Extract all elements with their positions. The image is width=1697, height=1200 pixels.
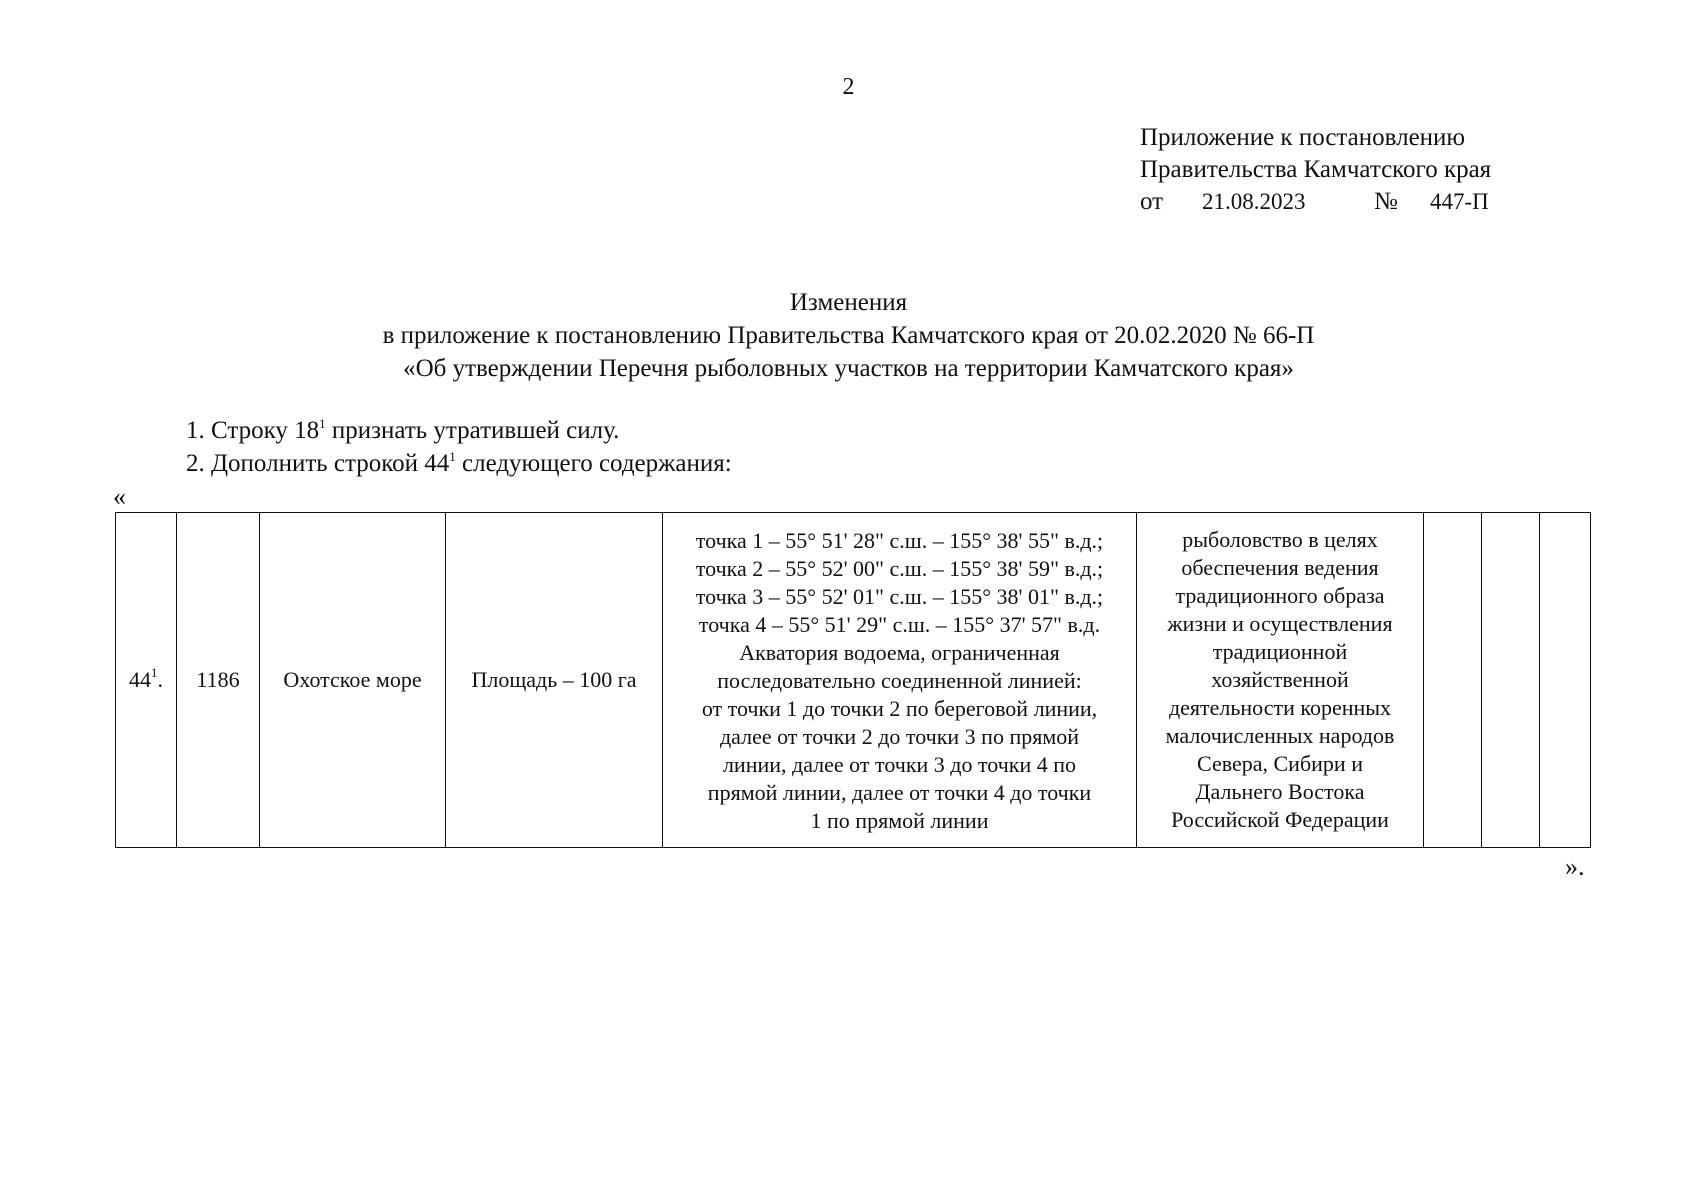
appendix-line-2: Правительства Камчатского края	[1140, 156, 1492, 183]
site-code-cell: 1186	[177, 513, 260, 848]
appendix-line-1: Приложение к постановлению	[1140, 124, 1466, 151]
fishing-site-table	[115, 512, 1591, 848]
opening-quote: «	[113, 482, 126, 511]
purpose-cell: рыболовство в целях обеспечения ведения традиционного образа жизни и осуществления традиционной хозяйственной деятельности коренных малочисленных народов Севера, Сибири и Дальнего Востока Российской Федерации	[1137, 513, 1424, 848]
empty-cell	[1424, 513, 1482, 848]
amendment-items	[186, 414, 732, 480]
area-cell: Площадь – 100 га	[446, 513, 663, 848]
decree-date: 21.08.2023	[1202, 189, 1306, 214]
water-body-cell: Охотское море	[260, 513, 446, 848]
empty-cell	[1482, 513, 1540, 848]
title-line-2: в приложение к постановлению Правительства Камчатского края от 20.02.2020 № 66-П	[382, 322, 1315, 349]
title-line-1: Изменения	[789, 289, 908, 316]
amendment-item-1: 1. Строку $18^1$ признать утратившей силу.	[186, 416, 620, 444]
from-label: от	[1140, 188, 1164, 215]
appendix-header	[1140, 122, 1491, 218]
amendment-item-2: 2. Дополнить строкой $44^1$ следующего содержания:	[186, 449, 732, 477]
coordinates-cell: точка 1 – 55° 51' 28" с.ш. – 155° 38' 55" в.д.; точка 2 – 55° 52' 00" с.ш. – 155° 38' 59" в.д.; точка 3 – 55° 52' 01" с.ш. – 155° 38' 01" в.д.; точка 4 – 55° 51' 29" с.ш. – 155° 37' 57" в.д. Акватория водоема, ограниченная последовательно соединенной линией: от точки 1 до точки 2 по береговой линии, далее от точки 2 до точки 3 по прямой линии, далее от точки 3 до точки 4 по прямой линии, далее от точки 4 до точки 1 по прямой линии	[663, 513, 1137, 848]
closing-quote: ».	[1565, 852, 1585, 881]
table-row	[116, 513, 1591, 848]
title-line-3: «Об утверждении Перечня рыболовных участков на территории Камчатского края»	[403, 355, 1294, 382]
document-title	[0, 286, 1697, 385]
number-sign: №	[1374, 188, 1398, 215]
decree-number: 447-П	[1430, 189, 1489, 214]
row-number-cell: $44^1$.	[116, 513, 177, 848]
page-number: 2	[842, 74, 855, 100]
empty-cell	[1540, 513, 1591, 848]
appendix-date-line	[1140, 186, 1491, 218]
